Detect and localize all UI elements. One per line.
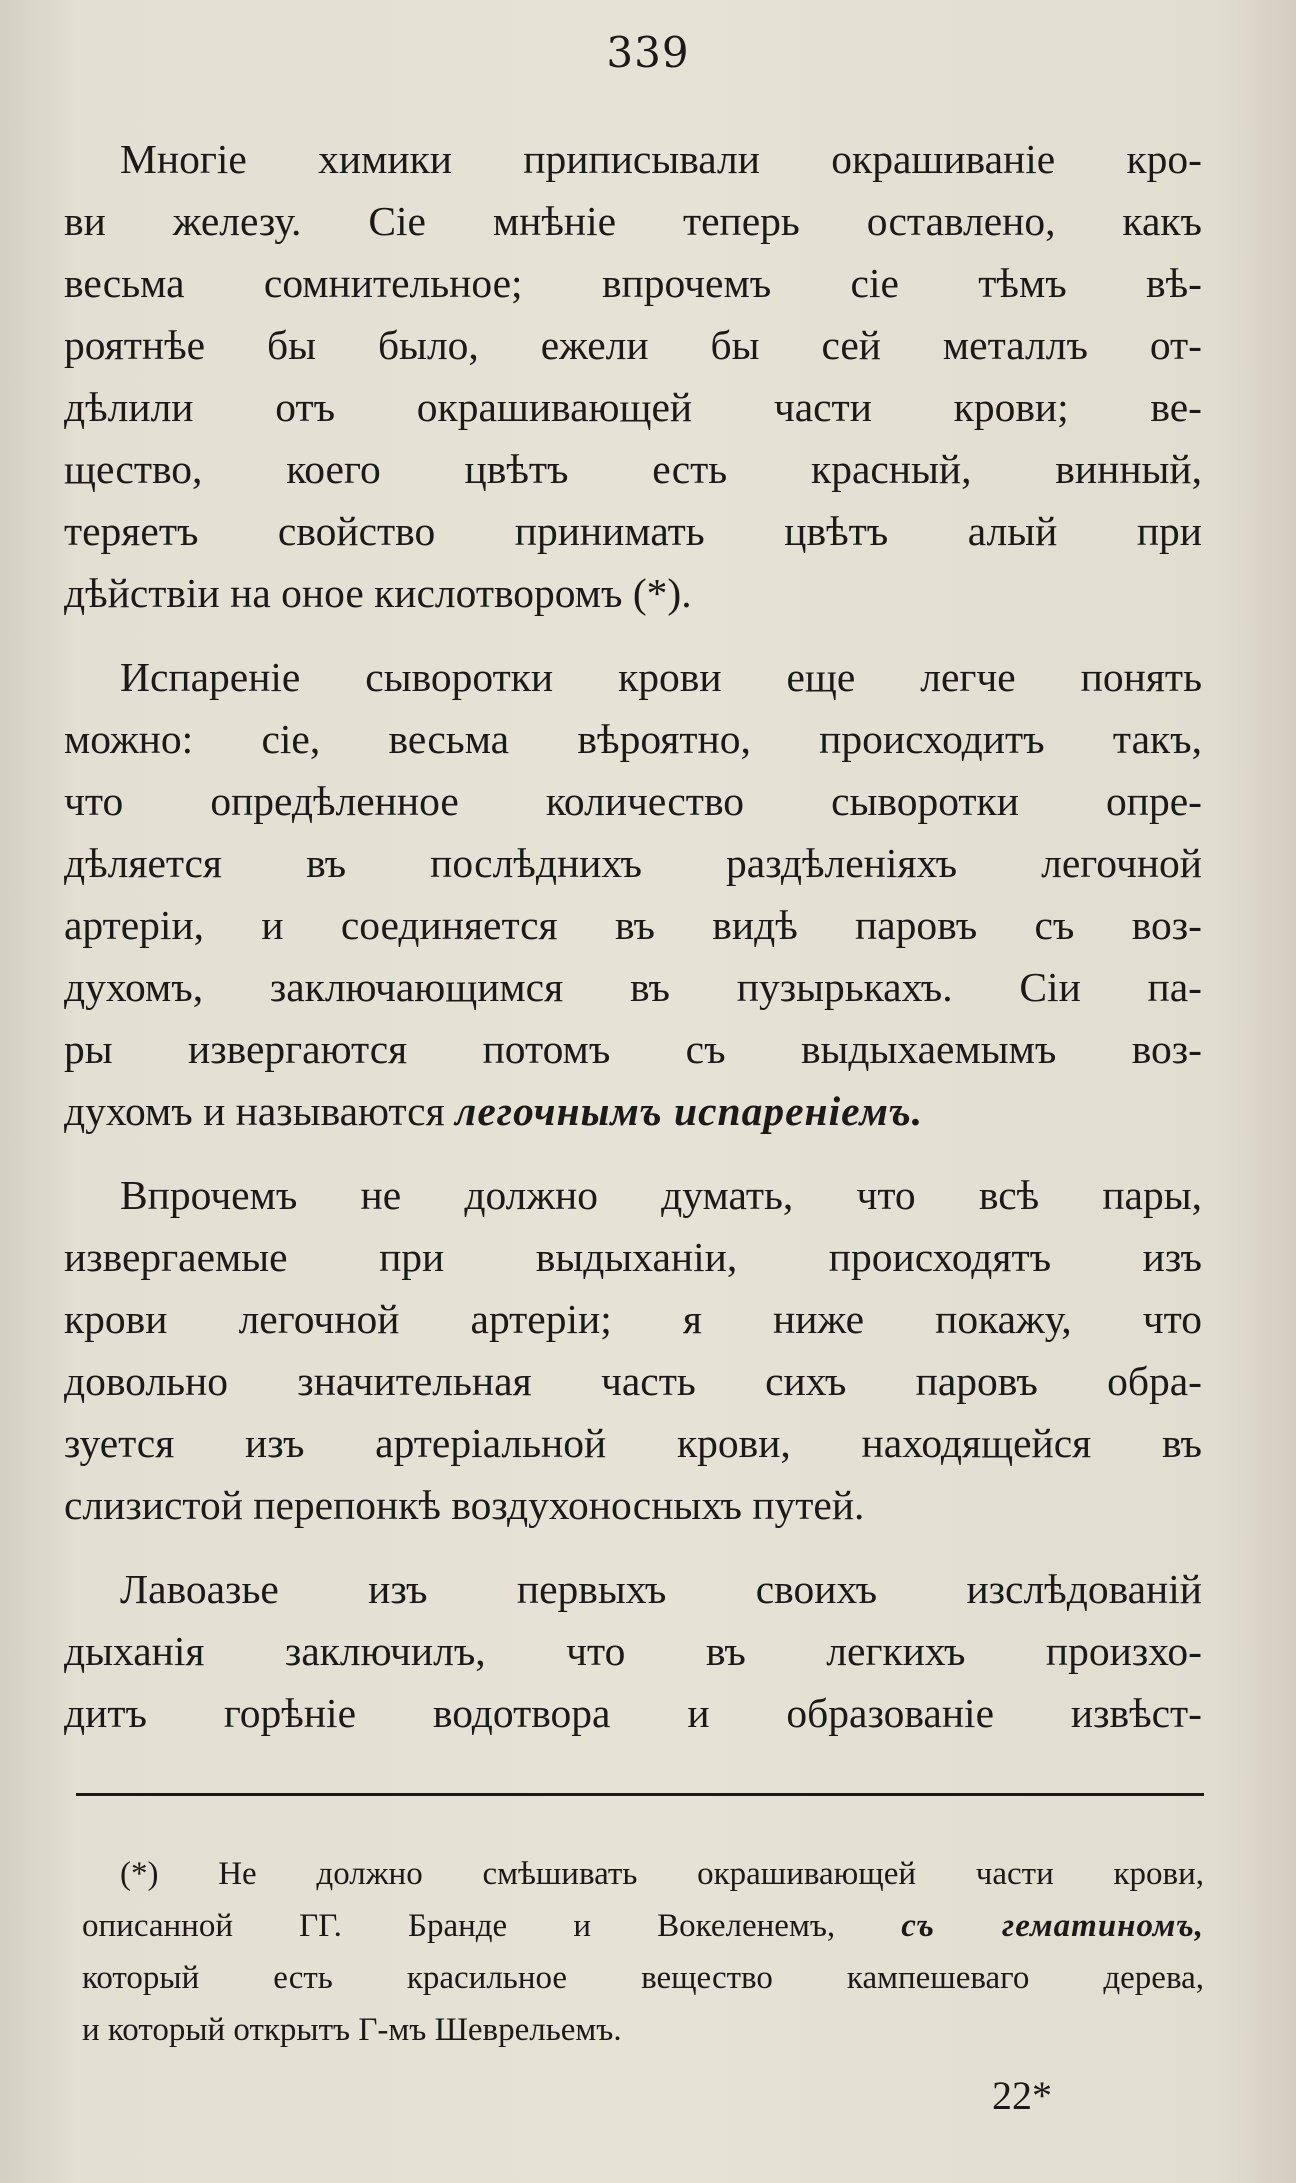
text-line: зуется изъ артеріальной крови, находящейся въ [64, 1420, 1202, 1466]
text-line: щество, коего цвѣтъ есть красный, винный, [64, 446, 1202, 492]
text-line: роятнѣе бы было, ежели бы сей металлъ от- [64, 322, 1202, 368]
text-segment: описанной ГГ. Бранде и Вокеленемъ, [82, 1908, 902, 1944]
emphasized-term: легочнымъ испареніемъ. [455, 1088, 924, 1134]
text-line: дыханія заключилъ, что въ легкихъ произхо- [64, 1628, 1202, 1674]
paragraph-1 [64, 128, 1202, 624]
text-line: Испареніе сыворотки крови еще легче понять [120, 654, 1202, 700]
text-line: дитъ горѣніе водотвора и образованіе извѣст- [64, 1690, 1202, 1736]
text-line: духомъ, заключающимся въ пузырькахъ. Сіи па- [64, 964, 1202, 1010]
footnote-divider [76, 1793, 1204, 1796]
text-line: извергаемые при выдыханіи, происходятъ изъ [64, 1234, 1202, 1280]
text-line: Впрочемъ не должно думать, что всѣ пары, [120, 1172, 1202, 1218]
text-segment: духомъ и называются [64, 1088, 456, 1134]
footnote-line: который есть красильное вещество кампешеваго дерева, [82, 1960, 1204, 1996]
text-line: Многіе химики приписывали окрашиваніе кро- [120, 136, 1202, 182]
text-line [64, 1080, 1202, 1142]
signature-mark: 22* [992, 2073, 1052, 2118]
text-line: дѣйствіи на оное кислотворомъ (*). [64, 570, 692, 616]
emphasized-term: съ гематиномъ, [901, 1908, 1204, 1944]
text-line: артеріи, и соединяется въ видѣ паровъ съ воз- [64, 902, 1202, 948]
footnote [82, 1848, 1204, 2056]
text-line: ви железу. Сіе мнѣніе теперь оставлено, какъ [64, 198, 1202, 244]
footnote-line: и который открытъ Г-мъ Шеврельемъ. [82, 2012, 622, 2048]
text-line: что опредѣленное количество сыворотки опре- [64, 778, 1202, 824]
text-line: довольно значительная часть сихъ паровъ обра- [64, 1358, 1202, 1404]
text-line: Лавоазье изъ первыхъ своихъ изслѣдованій [120, 1566, 1202, 1612]
page-number: 339 [606, 28, 690, 77]
text-line: теряетъ свойство принимать цвѣтъ алый при [64, 508, 1202, 554]
text-line: можно: сіе, весьма вѣроятно, происходитъ такъ, [64, 716, 1202, 762]
text-line: ры извергаются потомъ съ выдыхаемымъ воз- [64, 1026, 1202, 1072]
text-line: крови легочной артеріи; я ниже покажу, что [64, 1296, 1202, 1342]
text-line: весьма сомнительное; впрочемъ сіе тѣмъ вѣ- [64, 260, 1202, 306]
footnote-line: (*) Не должно смѣшивать окрашивающей части крови, [120, 1856, 1204, 1892]
text-line: слизистой перепонкѣ воздухоносныхъ путей. [64, 1482, 865, 1528]
footnote-line [82, 1900, 1204, 1952]
paragraph-2 [64, 646, 1202, 1142]
body-text [64, 128, 1202, 1744]
paragraph-3 [64, 1164, 1202, 1536]
text-line: дѣляется въ послѣднихъ раздѣленіяхъ легочной [64, 840, 1202, 886]
text-line: дѣлили отъ окрашивающей части крови; ве- [64, 384, 1202, 430]
paragraph-4 [64, 1558, 1202, 1744]
